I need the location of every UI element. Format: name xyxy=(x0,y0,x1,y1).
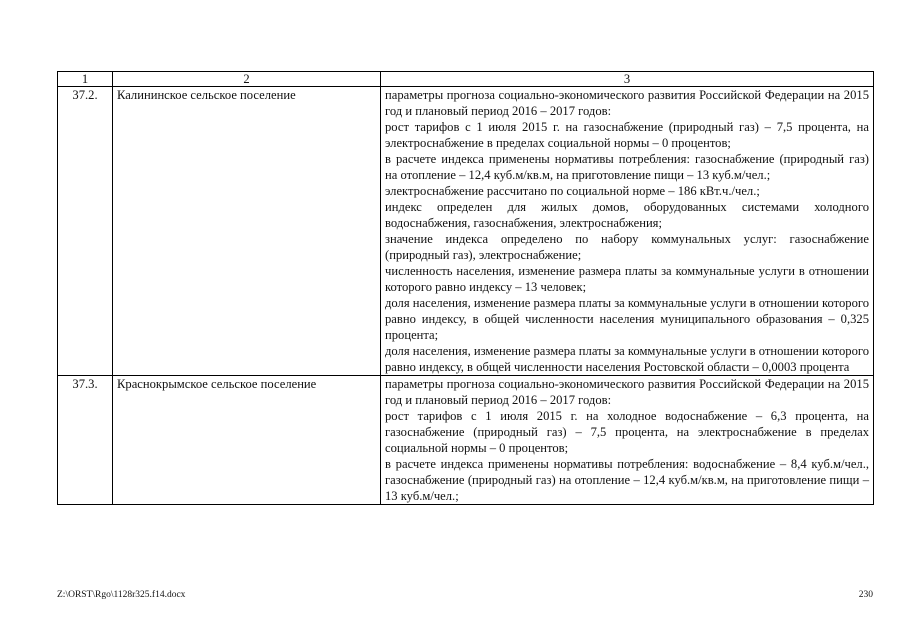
paragraph: значение индекса определено по набору коммунальных услуг: газоснабжение (природный газ), электроснабжение; xyxy=(385,232,869,262)
page-footer xyxy=(57,590,873,600)
table-row xyxy=(58,87,874,376)
settlement-name: Калининское сельское поселение xyxy=(113,87,381,376)
data-table xyxy=(57,71,874,505)
paragraph: параметры прогноза социально-экономического развития Российской Федерации на 2015 год и плановый период 2016 – 2017 годов: xyxy=(385,88,869,118)
paragraph: численность населения, изменение размера платы за коммунальные услуги в отношении которого равно индексу – 13 человек; xyxy=(385,264,869,294)
row-number: 37.2. xyxy=(58,87,113,376)
header-cell-1: 1 xyxy=(58,72,113,87)
paragraph: доля населения, изменение размера платы за коммунальные услуги в отношении которого равно индексу, в общей численности населения Ростовской области – 0,0003 процента xyxy=(385,344,870,374)
paragraph: индекс определен для жилых домов, оборудованных системами холодного водоснабжения, газоснабжения, электроснабжения; xyxy=(385,200,869,230)
row-description xyxy=(381,87,874,376)
header-cell-3: 3 xyxy=(381,72,874,87)
settlement-name: Краснокрымское сельское поселение xyxy=(113,376,381,505)
row-number: 37.3. xyxy=(58,376,113,505)
row-description xyxy=(381,376,874,505)
paragraph: в расчете индекса применены нормативы потребления: газоснабжение (природный газ) на отопление – 12,4 куб.м/кв.м, на приготовление пищи – 13 куб.м/чел.; xyxy=(385,152,869,182)
paragraph: рост тарифов с 1 июля 2015 г. на холодное водоснабжение – 6,3 процента, на газоснабжение (природный газ) – 7,5 процента, на электроснабжение в пределах социальной нормы – 0 процентов; xyxy=(385,409,869,455)
header-cell-2: 2 xyxy=(113,72,381,87)
page-number: 230 xyxy=(858,590,873,600)
header-row xyxy=(58,72,874,87)
paragraph: электроснабжение рассчитано по социальной норме – 186 кВт.ч./чел.; xyxy=(385,184,760,198)
paragraph: рост тарифов с 1 июля 2015 г. на газоснабжение (природный газ) – 7,5 процента, на электроснабжение в пределах социальной нормы – 0 процентов; xyxy=(385,120,869,150)
table-row xyxy=(58,376,874,505)
paragraph: параметры прогноза социально-экономического развития Российской Федерации на 2015 год и плановый период 2016 – 2017 годов: xyxy=(385,377,869,407)
paragraph: доля населения, изменение размера платы за коммунальные услуги в отношении которого равно индексу, в общей численности населения муниципального образования – 0,325 процента; xyxy=(385,296,870,342)
paragraph: в расчете индекса применены нормативы потребления: водоснабжение – 8,4 куб.м/чел., газоснабжение (природный газ) на отопление – 12,4 куб.м/кв.м, на приготовление пищи – 13 куб.м/чел.; xyxy=(385,457,869,503)
file-path: Z:\ORST\Rgo\1128r325.f14.docx xyxy=(57,590,186,600)
